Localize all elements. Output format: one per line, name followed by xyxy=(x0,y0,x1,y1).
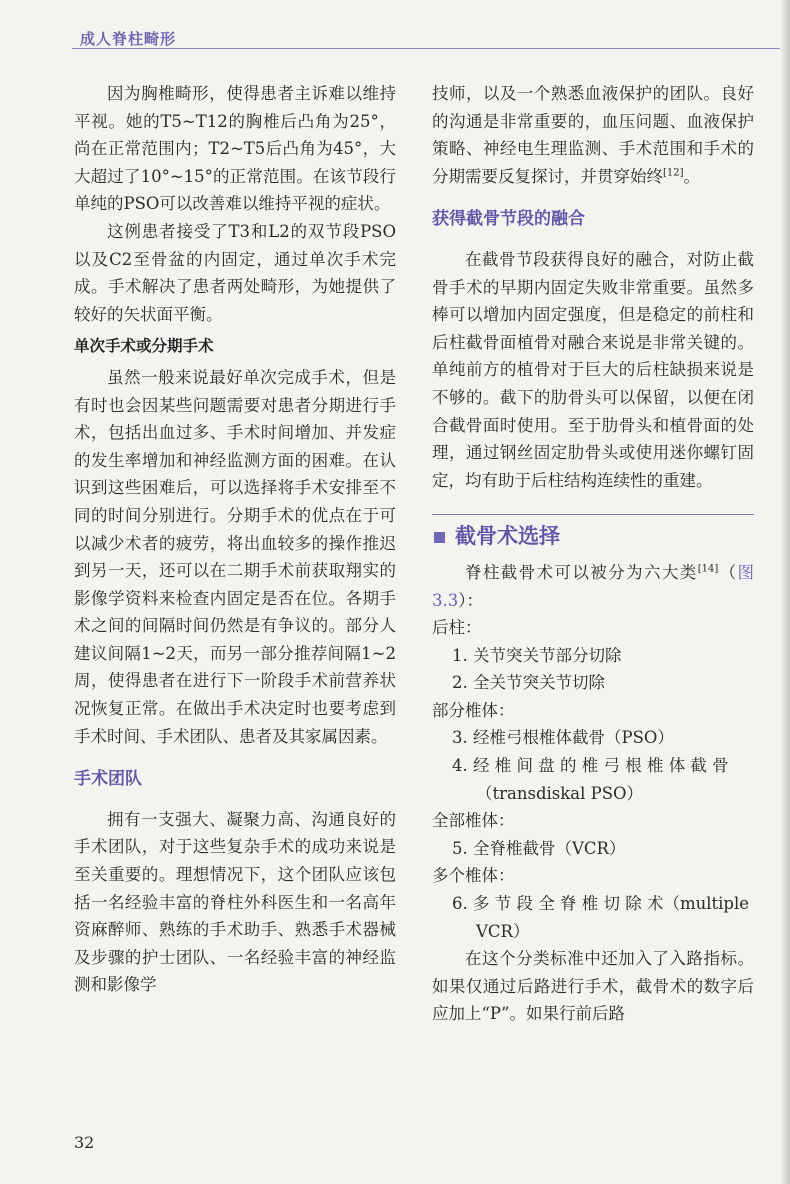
category-posterior: 后柱： xyxy=(432,618,482,638)
heading-osteotomy-selection: 截骨术选择 xyxy=(455,524,560,549)
heading-single-or-staged: 单次手术或分期手术 xyxy=(74,337,214,356)
header-rule xyxy=(72,48,780,49)
paragraph-team: 拥有一支强大、凝聚力高、沟通良好的手术团队，对于这些复杂手术的成功来说是至关重要的。理想情况下，这个团队应该包括一名经验丰富的脊柱外科医生和一名高年资麻醉师、熟练的手术助手、熟悉手术器械及步骤的护士团队、一名经验丰富的神经监测和影像学 xyxy=(74,809,396,995)
figure-link[interactable]: 图3.3 xyxy=(432,562,755,610)
list-item-4: 4. 经 椎 间 盘 的 椎 弓 根 椎 体 截 骨 xyxy=(452,756,729,776)
section-square-icon xyxy=(434,532,445,543)
heading-surgical-team: 手术团队 xyxy=(74,769,142,790)
list-item-6-cont: VCR） xyxy=(476,921,530,941)
heading-fusion: 获得截骨节段的融合 xyxy=(432,209,585,230)
paragraph-fusion: 在截骨节段获得良好的融合，对防止截骨手术的早期内固定失败非常重要。虽然多棒可以增加内固定强度，但是稳定的前柱和后柱截骨面植骨对融合来说是非常关键的。单纯前方的植骨对于巨大的后柱缺损来说是不够的。截下的肋骨头可以保留，以便在闭合截骨面时使用。至于肋骨头和植骨面的处理，通过钢丝固定肋骨头或使用迷你螺钉固定，均有助于后柱结构连续性的重建。 xyxy=(432,249,754,490)
list-item-5: 5. 全脊椎截骨（VCR） xyxy=(452,838,626,858)
paragraph-approach: 在这个分类标准中还加入了入路指标。如果仅通过后路进行手术，截骨术的数字后应加上“P”。如果行前后路 xyxy=(432,949,754,1024)
paragraph-classification: 脊柱截骨术可以被分为六大类[14]（图3.3）： xyxy=(432,562,755,610)
right-column xyxy=(432,80,754,1028)
page-number: 32 xyxy=(74,1133,95,1152)
category-whole-vertebra: 全部椎体： xyxy=(432,811,515,831)
category-partial-vertebra: 部分椎体： xyxy=(432,700,515,720)
running-head: 成人脊柱畸形 xyxy=(80,30,177,48)
list-item-3: 3. 经椎弓根椎体截骨（PSO） xyxy=(452,728,674,748)
paragraph-kyphosis: 因为胸椎畸形，使得患者主诉难以维持平视。她的T5~T12的胸椎后凸角为25°，尚在正常范围内；T2~T5后凸角为45°，大大超过了10°~15°的正常范围。在该节段行单纯的PSO可以改善难以维持平视的症状。 xyxy=(74,84,396,214)
section-header-osteotomy xyxy=(432,514,754,551)
list-item-4-cont: （transdiskal PSO） xyxy=(476,783,644,803)
list-item-2: 2. 全关节突关节切除 xyxy=(452,673,605,693)
paragraph-staged-surgery: 虽然一般来说最好单次完成手术，但是有时也会因某些问题需要对患者分期进行手术，包括出血过多、手术时间增加、并发症的发生率增加和神经监测方面的困难。在认识到这些困难后，可以选择将手术安排至不同的时间分别进行。分期手术的优点在于可以减少术者的疲劳，将出血较多的操作推迟到另一天，还可以在二期手术前获取翔实的影像学资料来检查内固定是否在位。各期手术之间的间隔时间仍然是有争议的。部分人建议间隔1~2天，而另一部分推荐间隔1~2周，使得患者在进行下一阶段手术前营养状况恢复正常。在做出手术决定时也要考虑到手术时间、手术团队、患者及其家属因素。 xyxy=(74,367,396,746)
paragraph-case-surgery: 这例患者接受了T3和L2的双节段PSO以及C2至骨盆的内固定，通过单次手术完成。手术解决了患者两处畸形，为她提供了较好的矢状面平衡。 xyxy=(74,221,396,324)
list-item-1: 1. 关节突关节部分切除 xyxy=(452,645,622,665)
citation-ref-14: [14] xyxy=(697,563,719,575)
left-column xyxy=(74,80,396,999)
category-multiple-vertebrae: 多个椎体： xyxy=(432,866,515,886)
list-item-6: 6. 多 节 段 全 脊 椎 切 除 术（multiple xyxy=(452,894,750,914)
page-edge-shadow xyxy=(780,0,790,1184)
citation-ref-12: [12] xyxy=(663,167,684,179)
paragraph-team-continued: 技师，以及一个熟悉血液保护的团队。良好的沟通是非常重要的，血压问题、血液保护策略、神经电生理监测、手术范围和手术的分期需要反复探讨，并贯穿始终[12]。 xyxy=(432,84,754,186)
